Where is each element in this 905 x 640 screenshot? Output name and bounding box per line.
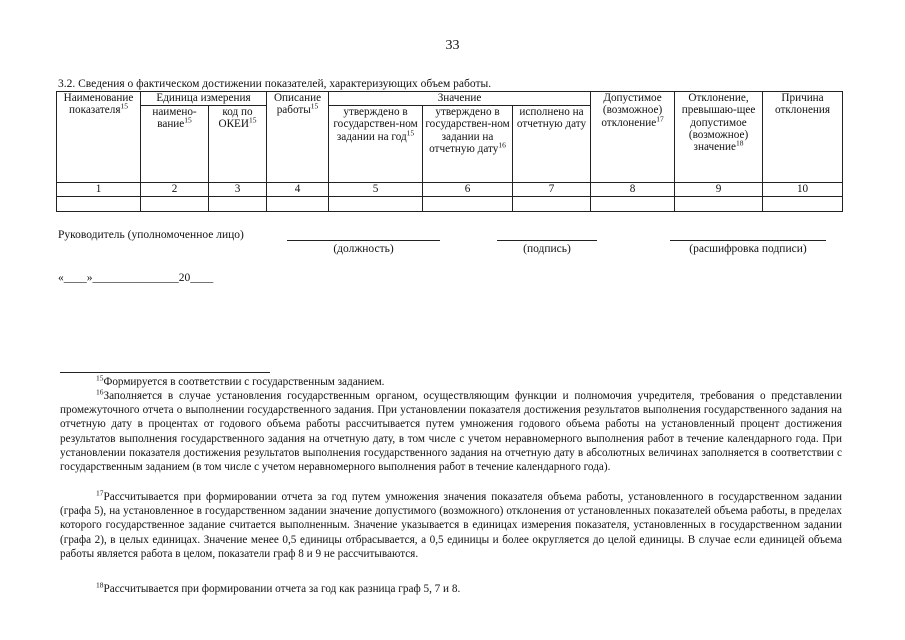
column-number: 4 — [267, 183, 329, 197]
table-cell — [141, 197, 209, 212]
column-number-row — [57, 183, 843, 197]
table-cell — [267, 197, 329, 212]
header-unit-name: наимено-вание$^{15}$ — [141, 106, 209, 183]
header-allowed-deviation: Допустимое (возможное) отклонение$^{17}$ — [591, 92, 675, 183]
footnote-rule — [60, 372, 270, 373]
header-approved-year: утверждено в государствен-ном задании на год$^{15}$ — [329, 106, 423, 183]
column-number: 6 — [423, 183, 513, 197]
footnote-16: $^{16}$Заполняется в случае установления государственным органом, осуществляющим функции и полномочия учредителя, требования о представлении промежуточного отчета о выполнении государственного задания. При установлении показателя достижения результатов выполнения государственного задания на отчетную дату в процентах от годового объема работы рассчитывается путем умножения годового объема работы на установленный процент достижения результатов выполнения государственного задания на отчетную дату, в том числе с учетом неравномерного выполнения работ в течение календарного года. При установлении показателя достижения результатов выполнения государственного задания на отчетную дату в абсолютных величинах заполняется в соответствии с государственным заданием (в том числе с учетом неравномерного выполнения работ в течение календарного года). — [60, 387, 842, 474]
position-label: (должность) — [333, 243, 394, 255]
table-cell — [423, 197, 513, 212]
table-row — [57, 197, 843, 212]
header-work-description: Описание работы$^{15}$ — [267, 92, 329, 183]
position-line — [287, 240, 440, 241]
column-number: 1 — [57, 183, 141, 197]
table-cell — [209, 197, 267, 212]
decoding-label: (расшифровка подписи) — [689, 243, 807, 255]
header-approved-date: утверждено в государствен-ном задании на отчетную дату$^{16}$ — [423, 106, 513, 183]
column-number: 3 — [209, 183, 267, 197]
report-table — [56, 91, 843, 212]
table-cell — [57, 197, 141, 212]
page-number: 33 — [445, 38, 460, 53]
section-title: 3.2. Сведения о фактическом достижении показателей, характеризующих объем работы. — [58, 78, 492, 90]
signature-line — [497, 240, 597, 241]
table-cell — [513, 197, 591, 212]
signature-label: (подпись) — [523, 243, 571, 255]
column-number: 9 — [675, 183, 763, 197]
footnote-17: $^{17}$Рассчитывается при формировании отчета за год путем умножения значения показателя объема работы, установленного в государственном задании (графа 5), на установленное в государственном задании значение допустимого (возможного) отклонения от установленных показателей объема работы, в пределах которого государственное задание считается выполненным. Значение указывается в единицах измерения показателя, установленных в государственном задании (графа 2), в целых единицах. Значение менее 0,5 единицы отбрасывается, а 0,5 единицы и более округляется до целой единицы. В случае если единицей объема работы является работа в целом, показатели граф 8 и 9 не рассчитываются. — [60, 488, 842, 560]
header-executed: исполнено на отчетную дату — [513, 106, 591, 183]
header-unit-code: код по ОКЕИ$^{15}$ — [209, 106, 267, 183]
date-line: «____»_______________20____ — [58, 272, 214, 284]
header-indicator-name: Наименование показателя$^{15}$ — [57, 92, 141, 183]
column-number: 8 — [591, 183, 675, 197]
header-deviation-reason: Причина отклонения — [763, 92, 843, 183]
table-cell — [591, 197, 675, 212]
column-number: 5 — [329, 183, 423, 197]
head-label: Руководитель (уполномоченное лицо) — [58, 229, 244, 241]
footnote-18: $^{18}$Рассчитывается при формировании отчета за год как разница граф 5, 7 и 8. — [96, 580, 461, 595]
column-number: 2 — [141, 183, 209, 197]
decoding-line — [670, 240, 826, 241]
table-cell — [329, 197, 423, 212]
header-value-group: Значение — [329, 92, 591, 106]
column-number: 7 — [513, 183, 591, 197]
column-number: 10 — [763, 183, 843, 197]
table-cell — [763, 197, 843, 212]
table-cell — [675, 197, 763, 212]
footnote-15: $^{15}$Формируется в соответствии с государственным заданием. — [96, 373, 385, 388]
header-deviation-exceeding: Отклонение, превышаю-щее допустимое (возможное) значение$^{18}$ — [675, 92, 763, 183]
header-unit-group: Единица измерения — [141, 92, 267, 106]
